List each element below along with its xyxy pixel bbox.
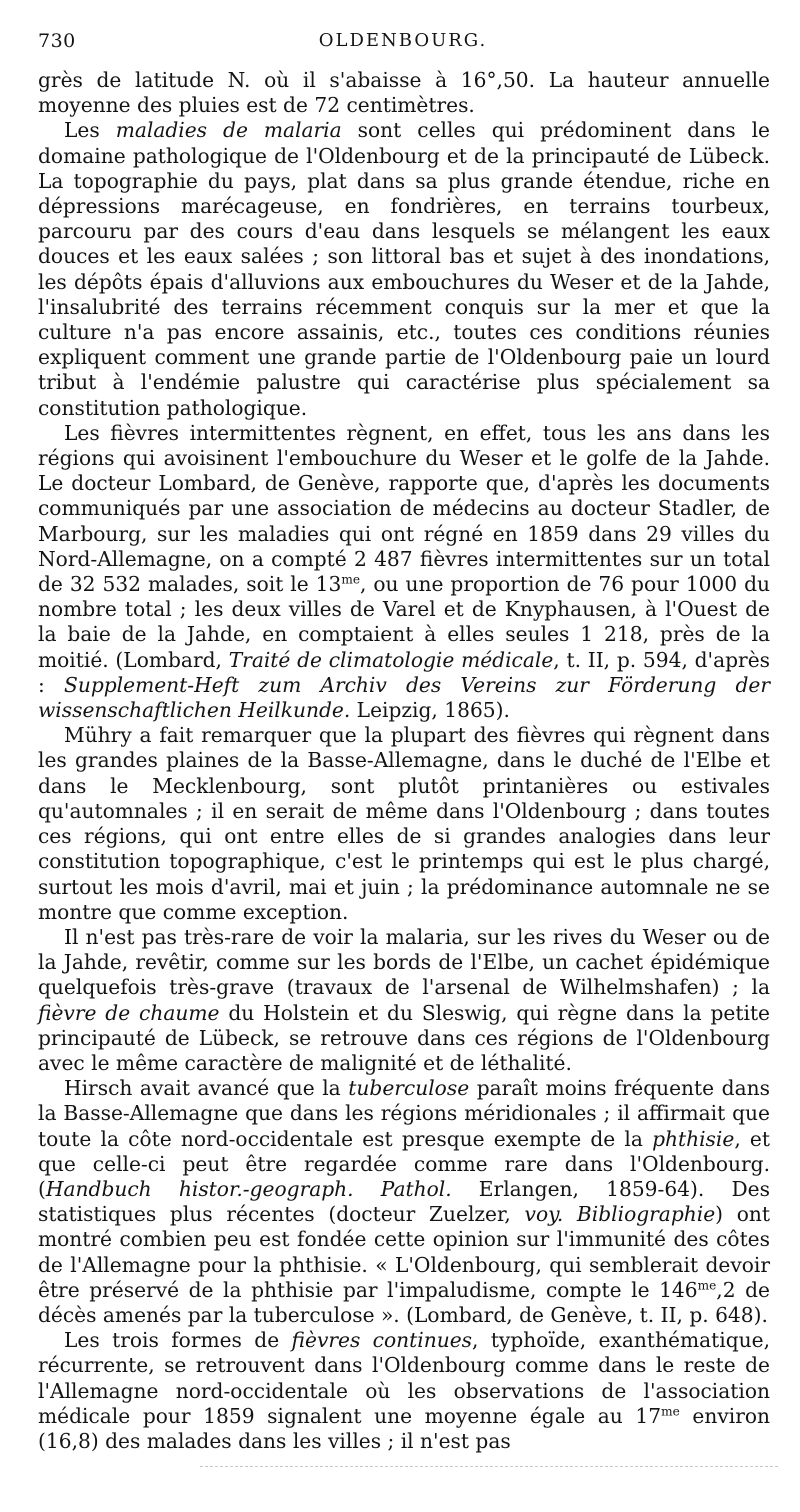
superscript-text: me (341, 572, 361, 587)
text-segment: ,2 de décès amenés par la tuberculose ». (Lombard, de Genève, t. II, p. 648). (38, 1277, 770, 1327)
italic-text: maladies de malaria (115, 118, 342, 143)
text-segment: , ou une proportion de 76 pour 1000 du nombre total ; les deux villes de Varel et de Knyphausen, à l'Ouest de la baie de la Jahde, en comptaient à elles seules 1 218, près de la moitié. (Lombard, (38, 572, 770, 672)
text-segment: Les (64, 118, 116, 143)
footer-rule (200, 1466, 778, 1470)
paragraph (38, 925, 770, 1076)
paragraph (38, 1328, 770, 1454)
paragraph (38, 421, 770, 723)
text-segment: , et que celle-ci peut être regardée comme rare dans l'Oldenbourg. ( (38, 1126, 770, 1201)
page-header (38, 30, 768, 60)
superscript-text: me (661, 1404, 680, 1419)
text-segment: ) ont montré combien peu est fondée cette opinion sur l'immunité des côtes de l'Allemagne pour la phthisie. « L'Oldenbourg, qui semblerait devoir être préservé de la phthisie par l'impaludisme, compte le 146 (38, 1202, 770, 1302)
text-segment: Mühry a fait remarquer que la plupart des fièvres qui règnent dans les grandes plaines de la Basse-Allemagne, dans le duché de l'Elbe et dans le Mecklenbourg, sont plutôt printanières ou estivales qu'automnales ; il en serait de même dans l'Oldenbourg ; dans toutes ces régions, qui ont entre elles de si grandes analogies dans leur constitution topographique, c'est le printemps qui est le plus chargé, surtout les mois d'avril, mai et juin ; la prédominance automnale ne se montre que comme exception. (38, 723, 770, 924)
italic-text: tuberculose (348, 1076, 470, 1101)
italic-text: fièvre de chaume (38, 1000, 220, 1025)
italic-text: Supplement-Heft zum Archiv des Vereins zur Förderung der wissenschaftlichen Heilkunde. (38, 672, 771, 723)
paragraph (38, 118, 770, 420)
running-title: OLDENBOURG. (318, 30, 488, 51)
text-segment: Leipzig, 1865). (350, 698, 510, 723)
text-segment: environ (16,8) des malades dans les villes ; il n'est pas (38, 1403, 770, 1453)
text-segment: du Holstein et du Sleswig, qui règne dans la petite principauté de Lübeck, se retrouve dans ces régions de l'Oldenbourg avec le même caractère de malignité et de léthalité. (38, 1000, 770, 1075)
text-segment: paraît moins fréquente dans la Basse-Allemagne que dans les régions méridionales ; il affirmait que toute la côte nord-occidentale est presque exempte de la (38, 1076, 770, 1151)
italic-text: Traité de climatologie médicale (228, 647, 554, 672)
paragraph (38, 1076, 770, 1328)
page-number: 730 (38, 30, 76, 52)
italic-text: phthisie (652, 1126, 735, 1151)
text-segment: Les fièvres intermittentes règnent, en effet, tous les ans dans les régions qui avoisinent l'embouchure du Weser et le golfe de la Jahde. Le docteur Lombard, de Genève, rapporte que, d'après les documents communiqués par une association de médecins au docteur Stadler, de Marbourg, sur les maladies qui ont régné en 1859 dans 29 villes du Nord-Allemagne, on a compté 2 487 fièvres intermittentes sur un total de 32 532 malades, soit le 13 (38, 420, 770, 597)
superscript-text: me (697, 1278, 717, 1293)
text-segment: Les trois formes de (64, 1328, 292, 1353)
paragraph (38, 68, 770, 118)
text-segment: , t. II, p. 594, d'après : (38, 647, 771, 697)
paragraph (38, 723, 770, 925)
text-segment: Il n'est pas très-rare de voir la malaria, sur les rives du Weser ou de la Jahde, revêtir, comme sur les bords de l'Elbe, un cachet épidémique quelquefois très-grave (travaux de l'arsenal de Wilhelmshafen) ; la (38, 924, 770, 1000)
italic-text: fièvres continues (291, 1328, 473, 1353)
text-segment: , typhoïde, exanthématique, récurrente, se retrouvent dans l'Oldenbourg comme dans le reste de l'Allemagne nord-occidentale où les observations de l'association médicale pour 1859 signalent une moyenne égale au 17 (38, 1328, 770, 1428)
italic-text: voy. Bibliographie (524, 1202, 716, 1227)
italic-text: Handbuch histor.-geograph. Pathol. (45, 1176, 452, 1201)
text-segment: sont celles qui prédominent dans le domaine pathologique de l'Oldenbourg et de la principauté de Lübeck. La topographie du pays, plat dans sa plus grande étendue, riche en dépressions marécageuse, en fondrières, en terrains tourbeux, parcouru par des cours d'eau dans lesquels se mélangent les eaux douces et les eaux salées ; son littoral bas et sujet à des inondations, les dépôts épais d'alluvions aux embouchures du Weser et de la Jahde, l'insalubrité des terrains récemment conquis sur la mer et que la culture n'a pas encore assainis, etc., toutes ces conditions réunies expliquent comment une grande partie de l'Oldenbourg paie un lourd tribut à l'endémie palustre qui caractérise plus spécialement sa constitution pathologique. (38, 118, 770, 420)
text-segment: grès de latitude N. où il s'abaisse à 16°,50. La hauteur annuelle moyenne des pluies est de 72 centimètres. (38, 68, 770, 118)
text-segment: Erlangen, 1859-64). Des statistiques plus récentes (docteur Zuelzer, (38, 1176, 770, 1227)
text-segment: Hirsch avait avancé que la (64, 1076, 349, 1101)
body-text (38, 68, 770, 1454)
